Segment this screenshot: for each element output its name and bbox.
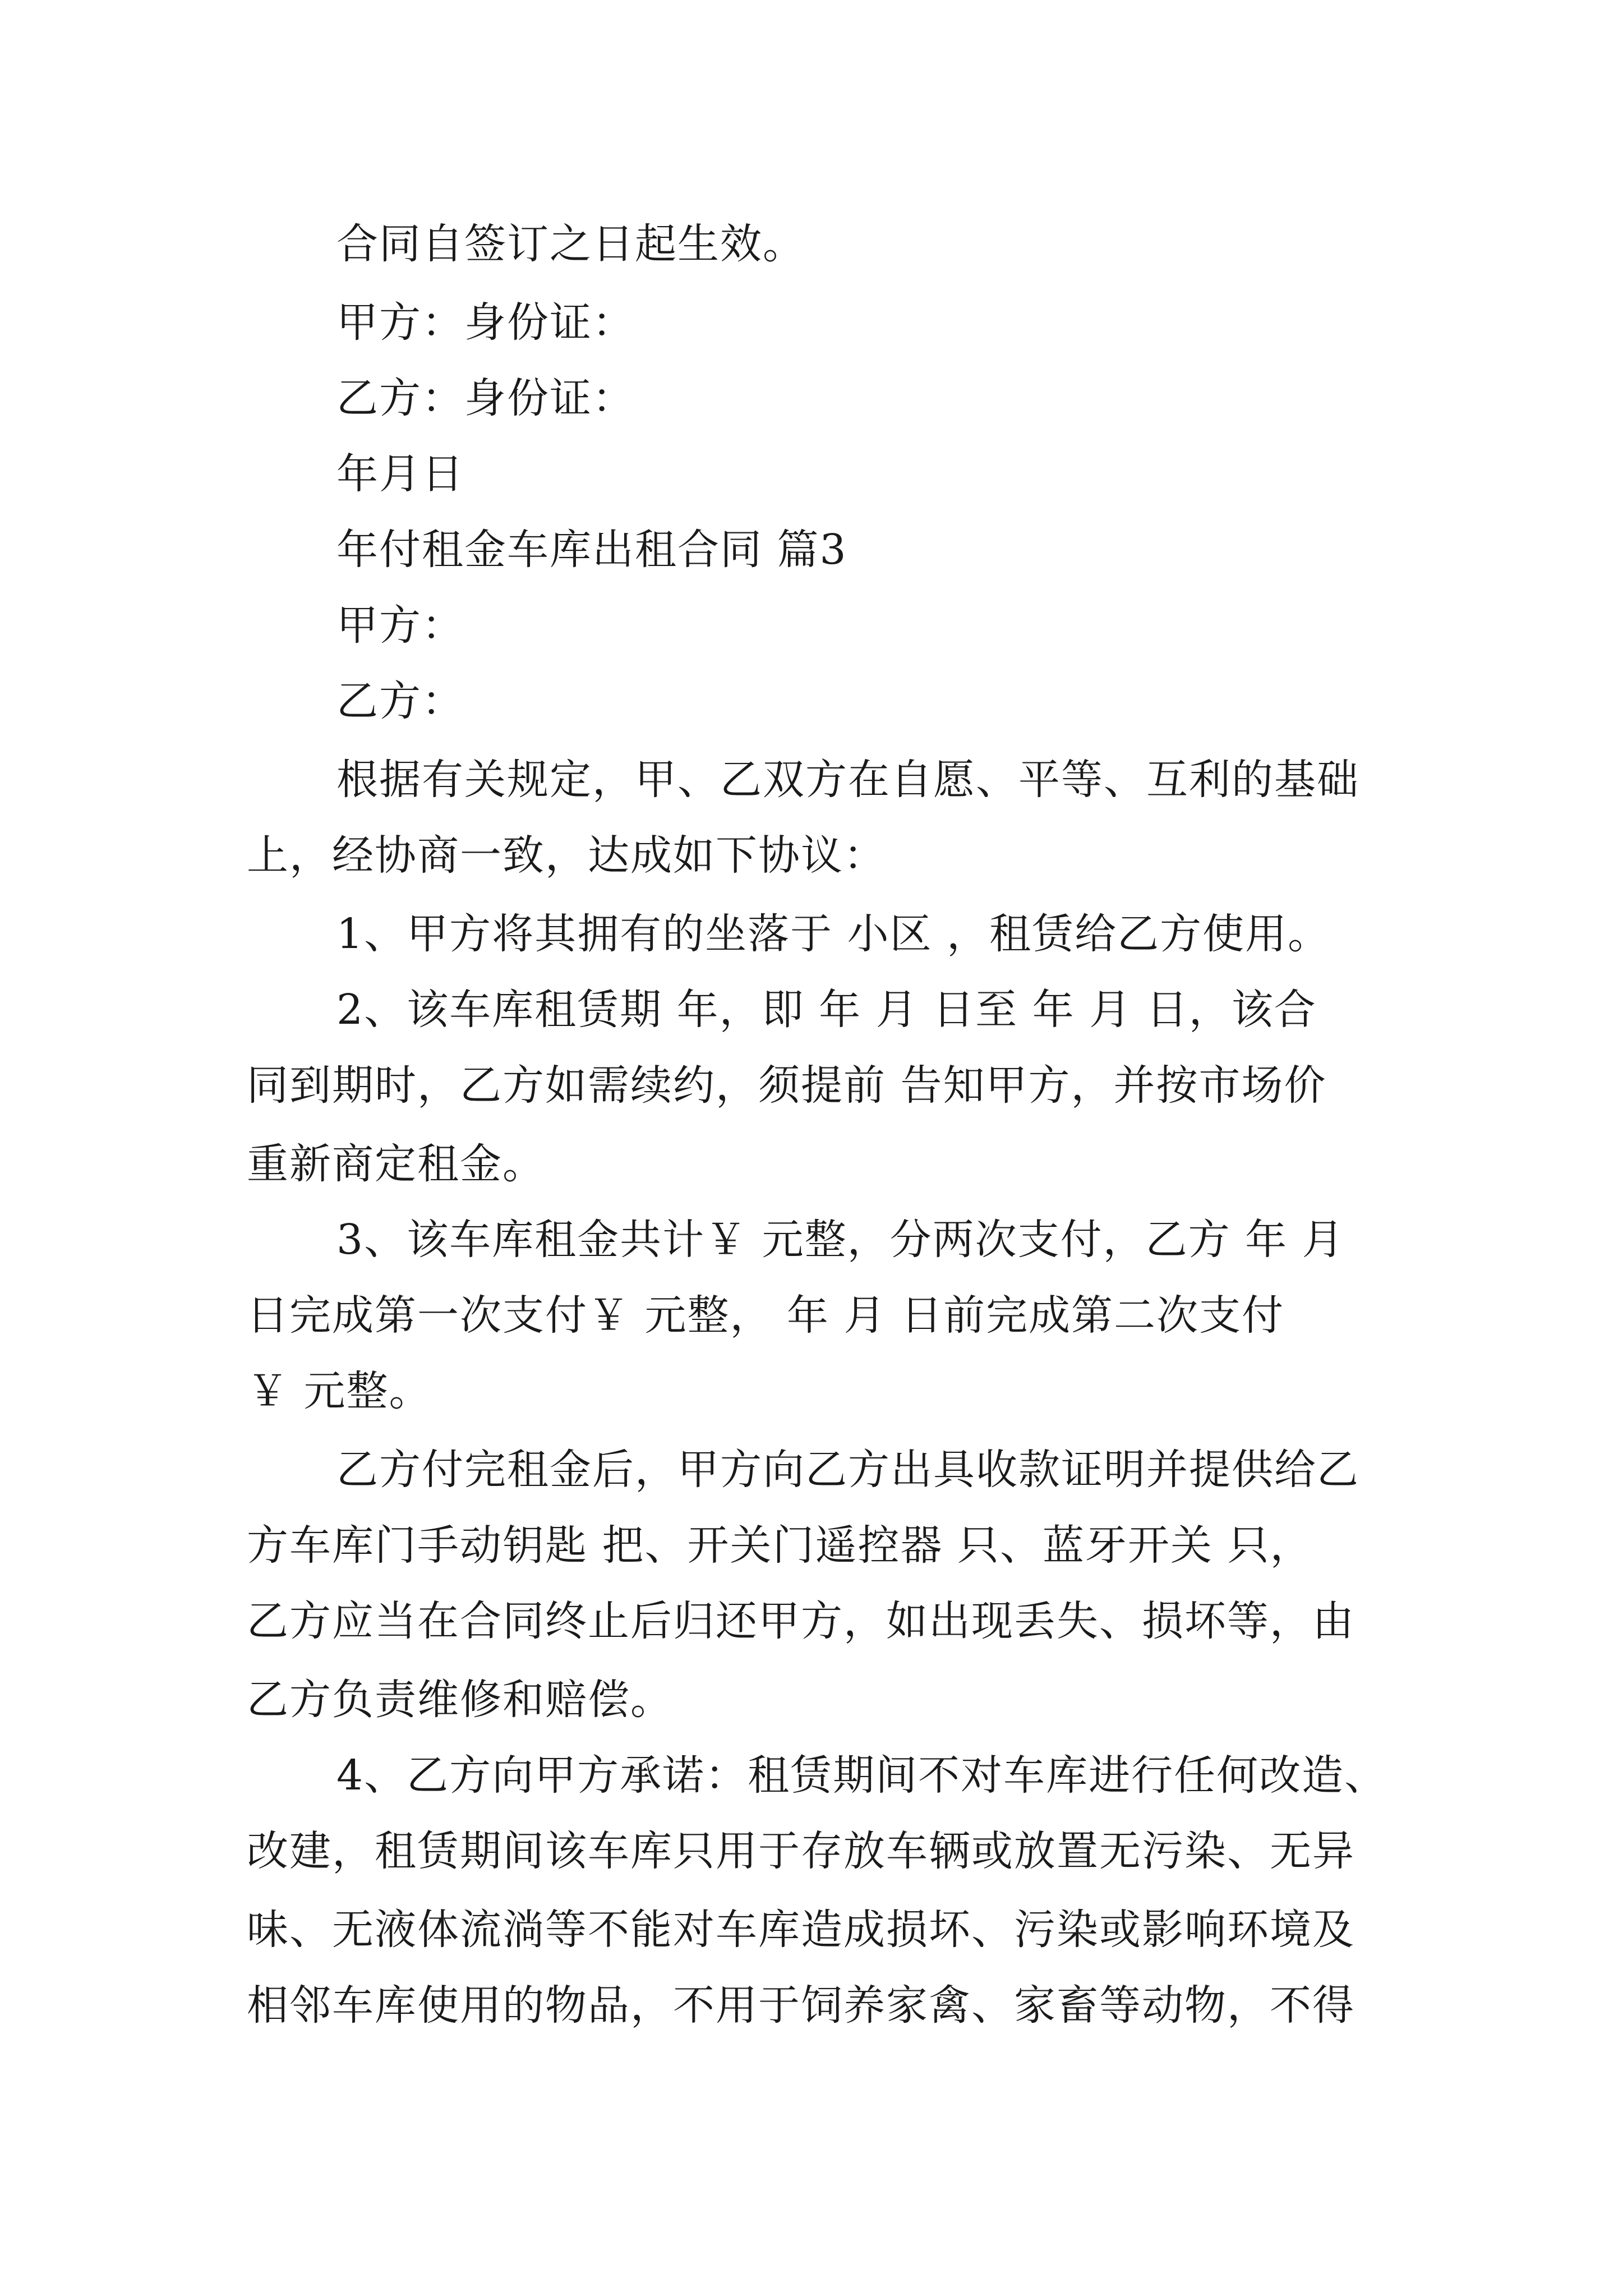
date-line: 年月日	[336, 450, 464, 498]
clause-3-line-3: ￥ 元整。	[247, 1367, 432, 1415]
clause-3-line-1: 3、该车库租金共计￥ 元整，分两次支付，乙方 年 月	[336, 1216, 1345, 1264]
clause-4-line-1: 4、乙方向甲方承诺：租赁期间不对车库进行任何改造、	[336, 1751, 1387, 1800]
clause-3-para-2-line-3: 乙方应当在合同终止后归还甲方，如出现丢失、损坏等，由	[247, 1597, 1355, 1645]
clause-2-line-1: 2、该车库租赁期 年，即 年 月 日至 年 月 日，该合	[336, 986, 1317, 1034]
paragraph-effective-date: 合同自签订之日起生效。	[336, 220, 805, 268]
clause-4-line-4: 相邻车库使用的物品，不用于饲养家禽、家畜等动物，不得	[247, 1981, 1355, 2030]
clause-2-line-2: 同到期时，乙方如需续约，须提前 告知甲方，并按市场价	[247, 1061, 1327, 1110]
section-title: 年付租金车库出租合同 篇3	[336, 526, 847, 574]
clause-4-line-3: 味、无液体流淌等不能对车库造成损坏、污染或影响环境及	[247, 1906, 1355, 1954]
party-a-id-line: 甲方：身份证：	[336, 298, 635, 347]
preamble-line-1: 根据有关规定，甲、乙双方在自愿、平等、互利的基础	[336, 756, 1359, 804]
party-a-line: 甲方：	[336, 601, 464, 650]
clause-3-para-2-line-2: 方车库门手动钥匙 把、开关门遥控器 只、蓝牙开关 只，	[247, 1521, 1313, 1570]
preamble-line-2: 上，经协商一致，达成如下协议：	[247, 831, 886, 880]
clause-3-para-2-line-1: 乙方付完租金后，甲方向乙方出具收款证明并提供给乙	[336, 1446, 1359, 1494]
clause-2-line-3: 重新商定租金。	[247, 1140, 545, 1188]
party-b-line: 乙方：	[336, 677, 464, 725]
clause-3-para-2-line-4: 乙方负责维修和赔偿。	[247, 1676, 673, 1724]
party-b-id-line: 乙方：身份证：	[336, 374, 635, 422]
clause-3-line-2: 日完成第一次支付￥ 元整， 年 月 日前完成第二次支付	[247, 1291, 1285, 1340]
clause-4-line-2: 改建，租赁期间该车库只用于存放车辆或放置无污染、无异	[247, 1827, 1355, 1875]
clause-1-line-1: 1、甲方将其拥有的坐落于 小区 ，租赁给乙方使用。	[336, 910, 1331, 958]
